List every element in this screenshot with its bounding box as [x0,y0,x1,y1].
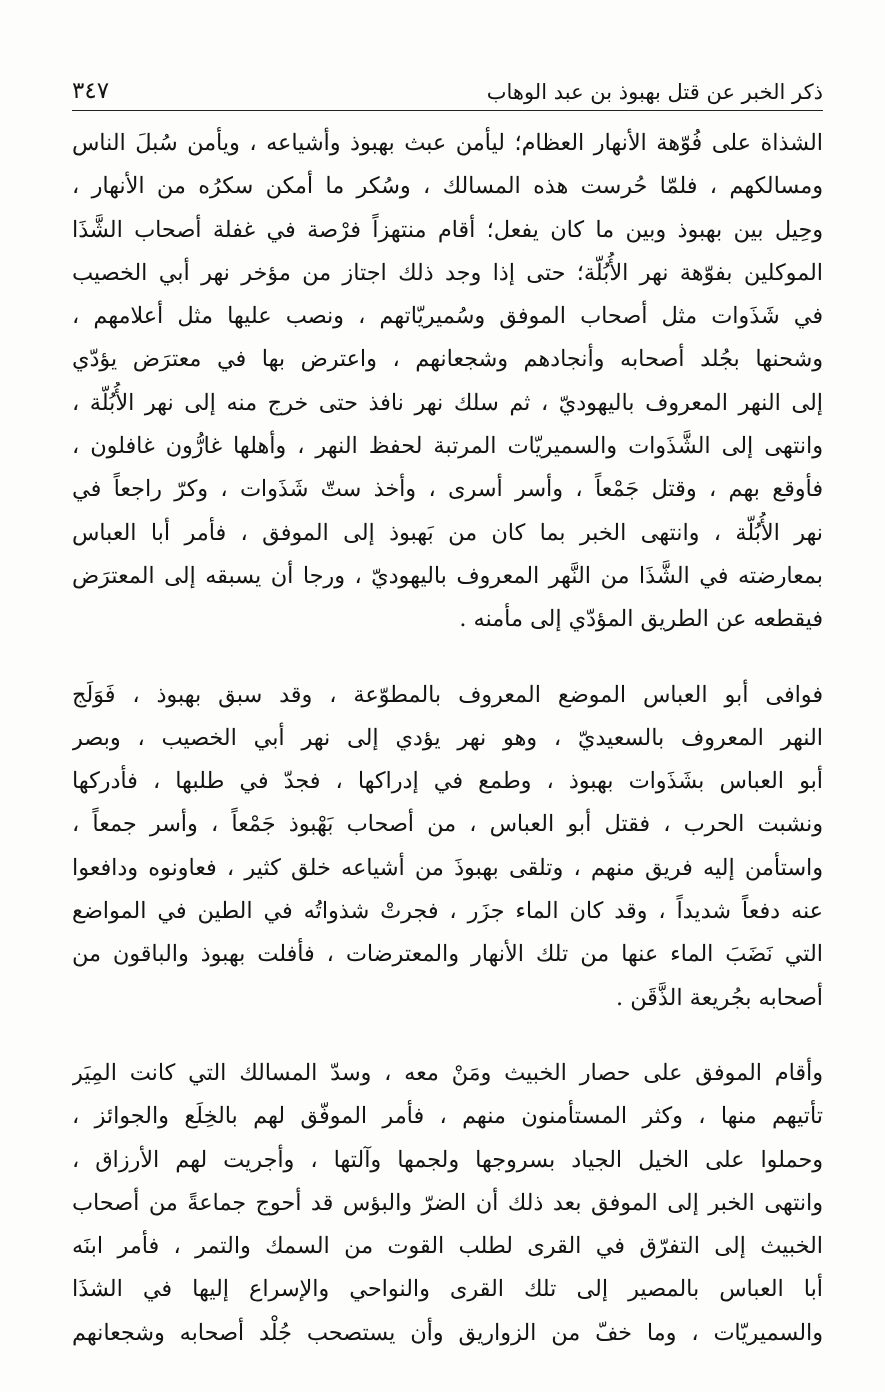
text-line: وشحنها بجُلد أصحابه وأنجادهم وشجعانهم ، واعترض بها في معترَض يؤدّي [72,346,823,373]
text-line: نهر الأُبُلّة ، وانتهى الخبر بما كان من بَهبوذ إلى الموفق ، فأمر أبا العباس [72,519,823,546]
text-line: فيقطعه عن الطريق المؤدّي إلى مأمنه . [459,606,823,633]
page-number: ٣٤٧ [72,78,110,104]
text-line: النهر المعروف بالسعيديّ ، وهو نهر يؤدي إلى نهر أبي الخصيب ، وبصر [72,724,823,751]
text-line: وحملوا على الخيل الجياد بسروجها ولجمها وآلتها ، وأجريت لهم الأرزاق ، [72,1146,823,1173]
text-line: ونشبت الحرب ، فقتل أبو العباس ، من أصحاب بَهْبوذ جَمْعاً ، وأسر جمعاً ، [72,811,823,838]
text-line: وانتهى الخبر إلى الموفق بعد ذلك أن الضرّ والبؤس قد أحوج جماعةً من أصحاب [72,1189,823,1216]
text-line: الشذاة على فُوّهة الأنهار العظام؛ ليأمن عبث بهبوذ وأشياعه ، ويأمن سُبلَ الناس [72,130,823,156]
paragraph-gap [72,642,823,674]
text-line: بمعارضته في الشَّذَا من النَّهر المعروف باليهوديّ ، ورجا أن يسبقه إلى المعترَض [72,562,823,589]
text-line: وانتهى إلى الشَّذَوات والسميريّات المرتبة لحفظ النهر ، وأهلها غارُّون غافلون ، [72,433,823,460]
text-line: أصحابه بجُريعة الذَّقَن . [616,984,823,1011]
text-line: أبا العباس بالمصير إلى تلك القرى والنواحي والإسراع إليها في الشذَا [72,1276,823,1303]
running-header [72,64,823,108]
text-line: الخبيث إلى التفرّق في القرى لطلب القوت من السمك والتمر ، فأمر ابنَه [72,1233,823,1260]
text-line: وحِيل بين بهبوذ وبين ما كان يفعل؛ أقام منتهزاً فرْصة في غفلة أصحاب الشَّذَا [72,216,823,243]
text-line: وأقام الموفق على حصار الخبيث ومَنْ معه ، وسدّ المسالك التي كانت المِيَر [72,1059,823,1086]
text-line: أبو العباس بشَذَوات بهبوذ ، وطمع في إدراكها ، فجدّ في طلبها ، فأدركها [72,768,823,795]
text-line: عنه دفعاً شديداً ، وقد كان الماء جزَر ، فجرتْ شذواتُه في الطين في المواضع [72,898,823,925]
text-line: إلى النهر المعروف باليهوديّ ، ثم سلك نهر نافذ حتى خرج منه إلى نهر الأُبُلّة ، [72,389,823,416]
text-line: فأوقع بهم ، وقتل جَمْعاً ، وأسر أسرى ، وأخذ ستّ شَذَوات ، وكرّ راجعاً في [72,476,823,503]
body-text [72,122,823,1355]
text-line: فوافى أبو العباس الموضع المعروف بالمطوّعة ، وقد سبق بهبوذ ، فَوَلَج [72,681,823,708]
text-line: واستأمن إليه فريق منهم ، وتلقى بهبوذَ من أشياعه خلق كثير ، فعاونوه ودافعوا [72,854,823,881]
text-line: التي نَضَبَ الماء عنها من تلك الأنهار والمعترضات ، فأفلت بهبوذ والباقون من [72,941,823,968]
text-line: تأتيهم منها ، وكثر المستأمنون منهم ، فأمر الموفّق لهم بالخِلَع والجوائز ، [72,1103,823,1130]
header-title: ذكر الخبر عن قتل بهبوذ بن عبد الوهاب [486,80,823,104]
text-line: الموكلين بفوّهة نهر الأُبُلّة؛ حتى إذا وجد ذلك اجتاز من مؤخر نهر أبي الخصيب [72,259,823,286]
paragraph-2 [72,674,823,1020]
paragraph-1 [72,122,823,642]
text-line: في شَذَوات مثل أصحاب الموفق وسُميريّاتهم ، ونصب عليها مثل أعلامهم ، [72,303,823,330]
paragraph-3 [72,1052,823,1355]
text-line: ومسالكهم ، فلمّا حُرست هذه المسالك ، وسُكر ما أمكن سكرُه من الأنهار ، [72,173,823,200]
paragraph-gap [72,1020,823,1052]
header-rule [72,110,823,111]
text-line: والسميريّات ، وما خفّ من الزواريق وأن يستصحب جُلْد أصحابه وشجعانهم [72,1319,823,1346]
